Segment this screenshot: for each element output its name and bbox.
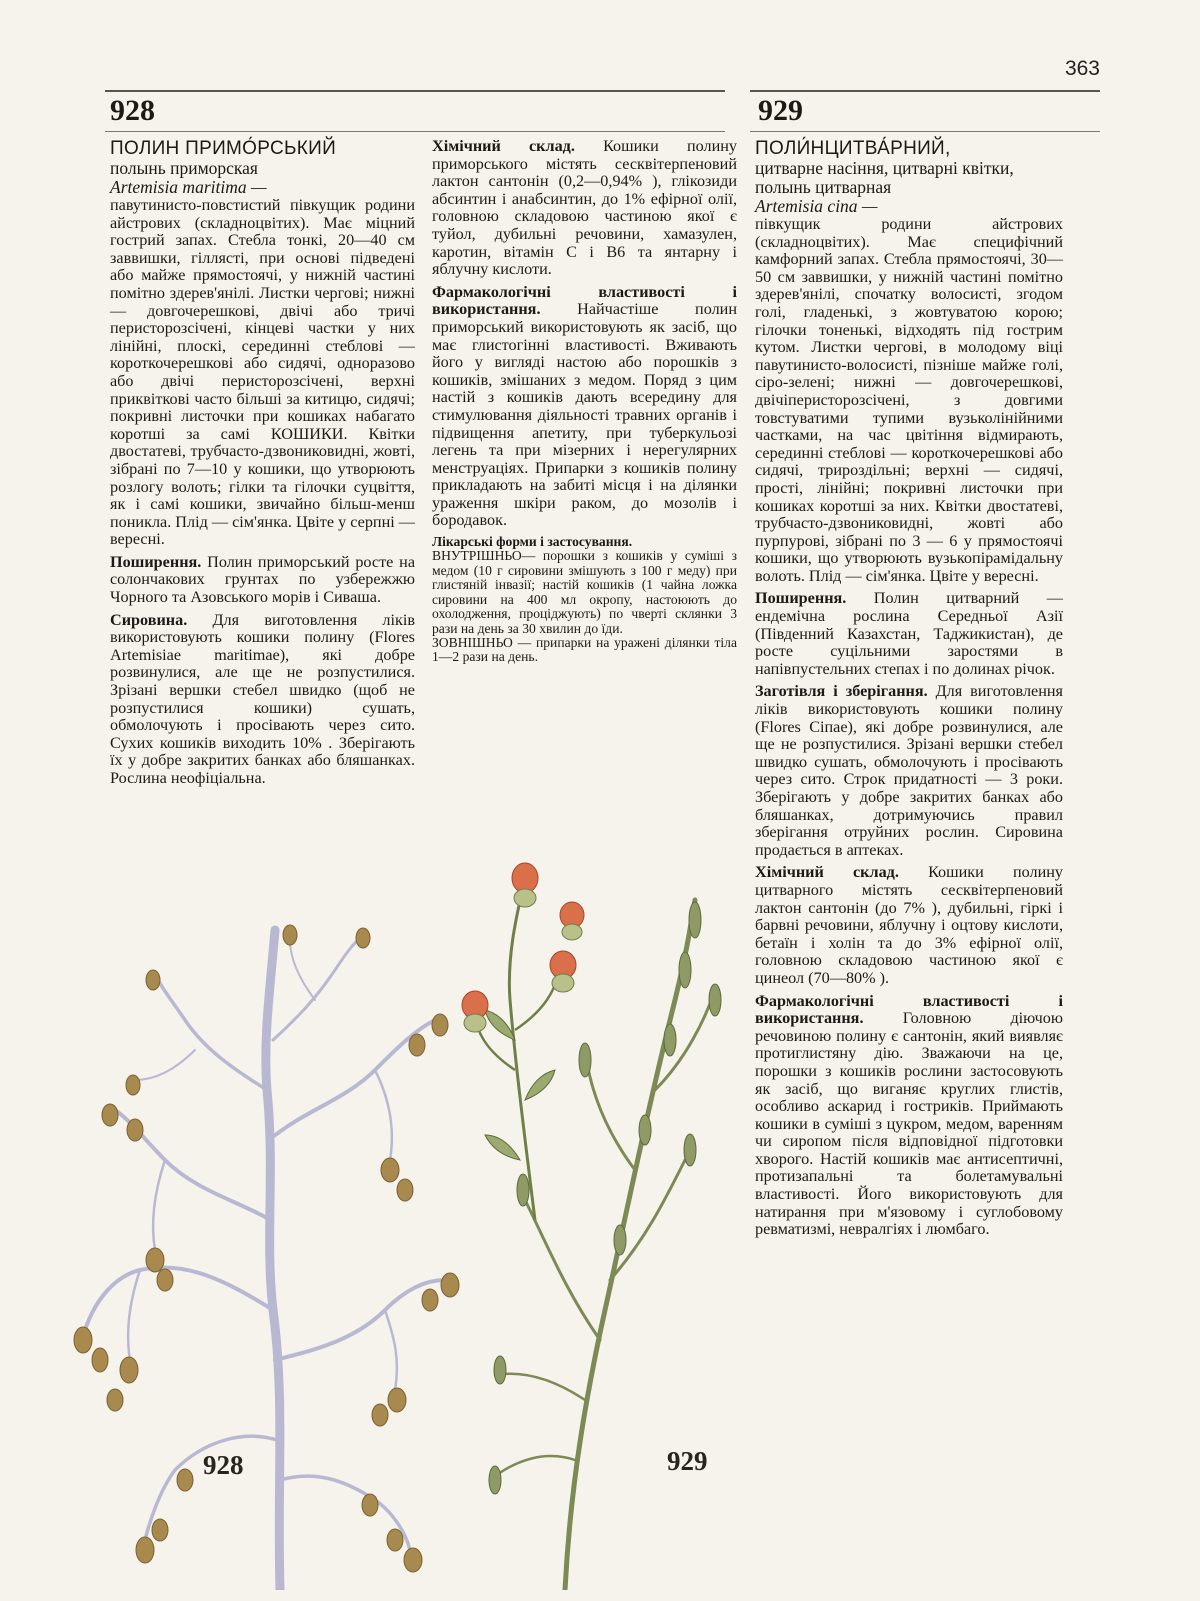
artemisia-cina-spikes xyxy=(489,902,721,1494)
distribution-929: Полин цитварний — ендемічна рослина Середньої Азії (Південний Казахстан, Таджикистан), де росте суцільними заростями в напівпустельних степах і по долинах річок. xyxy=(755,589,1063,678)
pharm-heading-928: Фармакологічні властивості і використання. xyxy=(432,282,737,319)
forms-external-928: ЗОВНІШНЬО — припарки на уражені ділянки тіла 1—2 рази на день. xyxy=(432,634,737,665)
entry-number-928: 928 xyxy=(110,94,155,127)
raw-928: Для виготовлення ліків використовують кошики полину (Flores Artemisiae maritimae), які добре розвинулися, але ще не розпустилися. Зрізані вершки стебел швидко (щоб не розпустилися кошики) сушать, обмолочують і просівають через сито. Сухих кошиків виходить 10% . Зберігають їх у добре закритих банках або бляшанках. Рослина неофіціальна. xyxy=(110,610,415,787)
russian-name-929: полынь цитварная xyxy=(755,177,892,197)
botanical-illustration xyxy=(45,840,745,1590)
forms-heading-928: Лікарські форми і застосування. xyxy=(432,534,633,550)
column-2 xyxy=(432,138,737,665)
harvest-heading-929: Заготівля і зберігання. xyxy=(755,682,928,701)
entry-title-929: ПОЛИ́НЦИТВА́РНИЙ, xyxy=(755,138,951,159)
header-rule-right xyxy=(750,90,1100,92)
column-3 xyxy=(755,138,1063,1239)
header-rule-left xyxy=(105,90,725,92)
entry-rule-left xyxy=(105,131,725,132)
chemistry-heading-929: Хімічний склад. xyxy=(755,863,899,882)
distribution-heading-928: Поширення. xyxy=(110,552,202,571)
latin-name-929: Artemisia cina — xyxy=(755,196,878,216)
pharm-928: Найчастіше полин приморський використовують як засіб, що має глистогінні властивості. Вживають його у вигляді настою або порошків з кошиків, змішаних з медом. Поряд з цим настій з кошиків дають всередину для стимулювання діяльності травних органів і підвищення апетиту, при туберкульозі легень та при мізерних і нерегулярних менструаціях. Припарки з кошиків полину прикладають на забиті місця і на ділянки ураження шкіри раком, до мозолів і бородавок. xyxy=(432,300,737,530)
artemisia-cina-flower-detail xyxy=(462,863,584,1220)
pharm-929: Головною діючою речовиною полину є сантонін, який виявляє протиглистяну дію. Зважаючи на це, порошки з кошиків рослини застосовують як засіб, що виганяє круглих глистів, особливо аскарид і гостриків. Приймають кошики в суміші з цукром, медом, варенням чи сиропом після відповідної підготовки хворого. Настій кошиків має антисептичні, протизапальні та болетамувальні властивості. Його використовують для натирання при м'язовому і суглобовому ревматизмі, невралгіях і люмбаго. xyxy=(755,1009,1063,1239)
entry-rule-right xyxy=(750,131,1100,132)
figure-label-929: 929 xyxy=(667,1446,708,1476)
artemisia-maritima-drawing xyxy=(85,930,445,1590)
page-number: 363 xyxy=(1064,57,1100,80)
description-928: павутинисто-повстистий півкущик родини айстрових (складноцвітих). Має міцний гострий запах. Стебла тонкі, 20—40 см заввишки, гіллясті, при основі підведені або майже прямостоячі, у нижній частині помітно здерев'янілі. Листки чергові; нижні — довгочерешкові, двічі або тричі перисторозсічені, кінцеві частки у них лінійні, плоскі, серединні стеблові — короткочерешкові або сидячі, одноразово або двічі перисторозсічені, верхні приквіткові часто більші за китицю, сидячі; покривні листочки при кошиках набагато коротші за самі КОШИКИ. Квітки двостатеві, трубчасто-дзвониковидні, жовті, зібрані по 7—10 у кошики, що утворюють розлогу волоть; гілки та гілочки суцвіття, як і самі кошики, звичайно більш-менш поникла. Плід — сім'янка. Цвіте у серпні — вересні. xyxy=(110,196,415,549)
harvest-929: Для виготовлення ліків використовують кошики полину (Flores Сіпае), які добре розвинулися, але ще не розпустилися. Зрізані вершки стебел швидко сушать, обмолочують і просівають через сито. Строк придатності — 3 роки. Зберігають у добре закритих банках або бляшанках, дотримуючись правил зберігання отруйних рослин. Сировина продається в аптеках. xyxy=(755,682,1064,859)
entry-number-929: 929 xyxy=(758,94,803,127)
raw-heading-928: Сировина. xyxy=(110,610,188,629)
artemisia-cina-drawing xyxy=(490,900,715,1590)
chemistry-929: Кошики полину цитварного містять сесквітерпеновий лактон сантонін (до 7% ), дубильні, гіркі і барвні речовини, яблучну і оцтову кислоти, бетаїн і холін та до 3% ефірної олії, головною складовою частиною якої є цинеол (70—80% ). xyxy=(755,863,1063,987)
entry-title-928: ПОЛИН ПРИМО́РСЬКИЙ xyxy=(110,138,337,159)
chemistry-heading-928: Хімічний склад. xyxy=(432,137,575,155)
alt-names-929: цитварне насіння, цитварні квітки, xyxy=(755,158,1014,178)
figure-label-928: 928 xyxy=(203,1450,244,1480)
latin-name-928: Artemisia maritima — xyxy=(110,177,267,197)
distribution-heading-929: Поширення. xyxy=(755,589,847,608)
distribution-928: Полин приморський росте на солончакових грунтах по узбережжю Чорного та Азовського морів і Сиваша. xyxy=(110,552,416,607)
russian-name-928: полынь приморская xyxy=(110,158,258,178)
chemistry-928: Кошики полину приморського містять сесквітерпеновий лактон сантонін (0,2—0,94% ), глікозиди абсинтин і анабсинтин, до 1% ефірної олії, головною складовою частиною якої є туйол, дубильні речовини, хамазулен, каротин, вітамін С і В6 та янтарну і яблучну кислоти. xyxy=(432,137,737,279)
description-929: півкущик родини айстрових (складноцвітих). Має специфічний камфорний запах. Стебла прямостоячі, 30—50 см заввишки, у нижній частині помітно здерев'янілі, спочатку волосисті, згодом голі, гладенькі, з жовтуватою корою; гілочки тоненькі, відходять під гострим кутом. Листки чергові, в молодому віці павутинисто-волосисті, пізніше майже голі, сіро-зелені; нижні — довгочерешкові, двічіперисторозсічені, з довгими товстуватими тупими вузьколінійними частками, на час цвітіння відмирають, серединні стеблові — короткочерешкові або сидячі, трироздільні; верхні — сидячі, прості, лінійні; покривні листочки при кошиках коротші за них. Квітки двостатеві, трубчасто-дзвониковидні, жовті або пурпурові, зібрані по 3 — 6 у прямостоячі кошики, що утворюють вузькопірамідальну волоть. Плід — сім'янка. Цвіте у вересні. xyxy=(755,215,1063,585)
pharm-heading-929: Фармакологічні властивості і використання. xyxy=(755,991,1063,1028)
column-1 xyxy=(110,138,415,788)
forms-internal-928: ВНУТРІШНЬО— порошки з кошиків у суміші з медом (10 г сировини змішують з 100 г меду) при глистяній інвазії; настій кошиків (1 чайна ложка сировини на 400 мл окропу, настоюють до охолодження, проціджують) по чверті склянки 3 рази на день за 30 хвилин до їди. xyxy=(432,548,737,636)
chemistry-928-wrapper xyxy=(432,138,737,279)
